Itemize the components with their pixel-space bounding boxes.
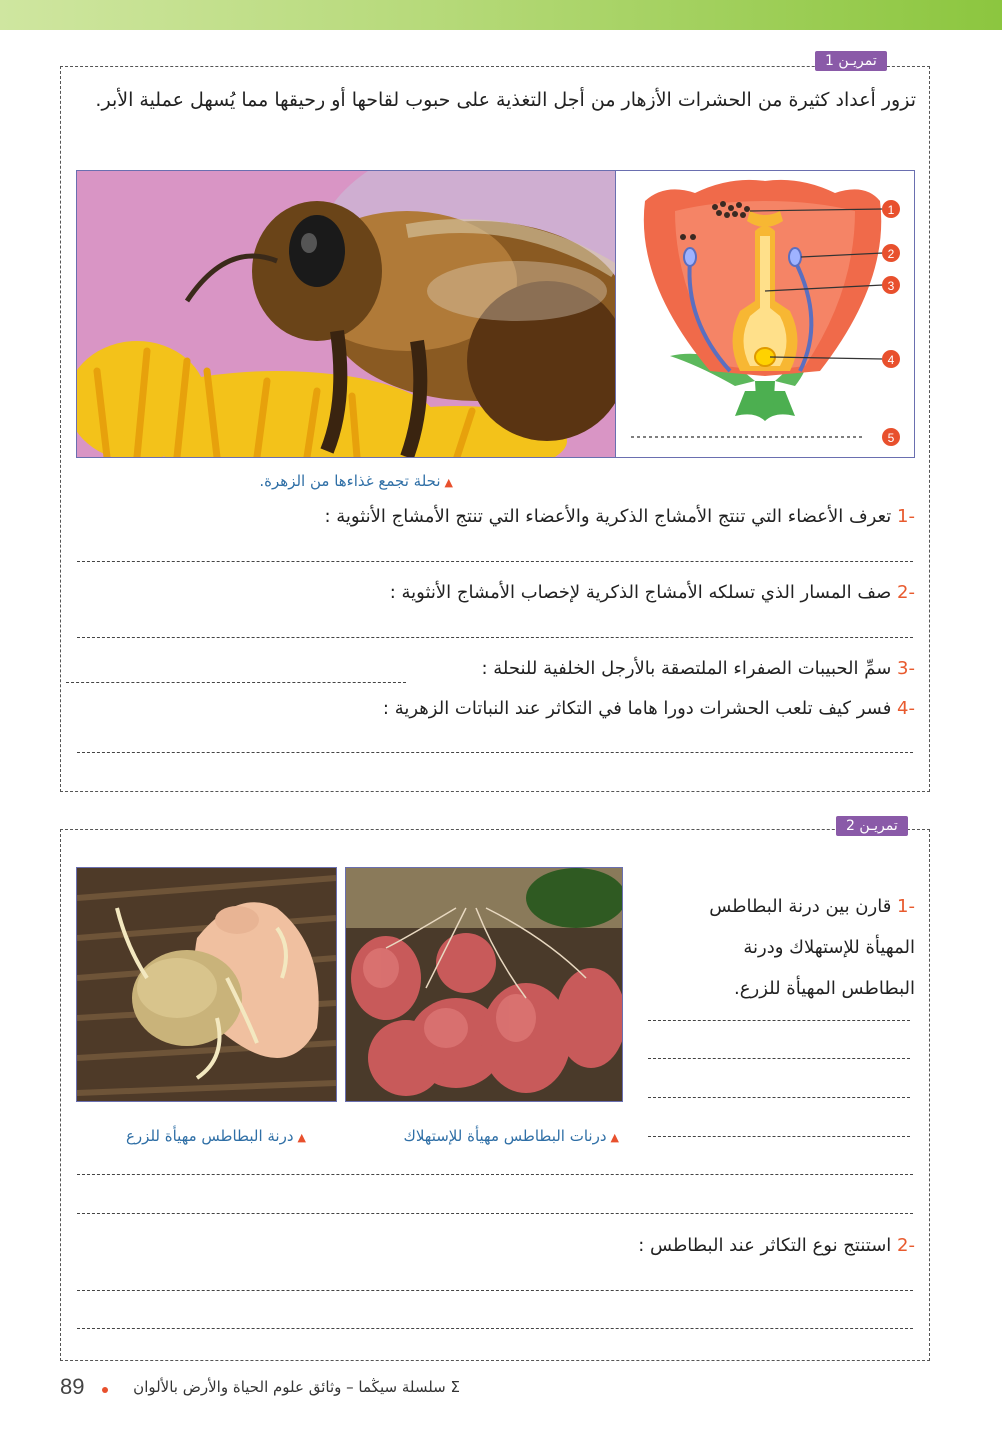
svg-text:1: 1 <box>887 203 895 217</box>
ex2-question-1-line-1 <box>640 886 915 927</box>
consumption-caption-text: درنات البطاطس مهيأة للإستهلاك <box>403 1127 607 1145</box>
diagram-number-5 <box>882 428 900 446</box>
top-color-bar <box>0 0 1002 30</box>
bee-photo <box>76 170 616 458</box>
question-3-number: -3 <box>897 658 915 679</box>
question-4-number: -4 <box>897 698 915 719</box>
question-1 <box>200 506 915 527</box>
footer-series-title: Σ سلسلة سيڭما – وثائق علوم الحياة والأرض بالألوان <box>133 1378 460 1396</box>
ex2-q1-text-1: قارن بين درنة البطاطس <box>709 896 892 917</box>
exercise-1-intro: تزور أعداد كثيرة من الحشرات الأزهار من أجل التغذية على حبوب لقاحها أو رحيقها مما يُسهل عملية الأبر. <box>95 89 916 111</box>
svg-text:5: 5 <box>887 431 895 445</box>
consumption-potatoes-drawing <box>346 868 622 1101</box>
svg-text:3: 3 <box>887 279 895 293</box>
consumption-potatoes-photo <box>345 867 623 1102</box>
answer-line[interactable] <box>77 1174 913 1175</box>
ex2-question-2 <box>400 1235 915 1256</box>
question-2-number: -2 <box>897 582 915 603</box>
diagram-number-1 <box>882 200 900 218</box>
question-1-text: تعرف الأعضاء التي تنتج الأمشاج الذكرية والأعضاء التي تنتج الأمشاج الأنثوية : <box>324 506 892 527</box>
svg-text:2: 2 <box>887 247 895 261</box>
page-number: 89 <box>60 1374 85 1399</box>
ex2-question-1-line-3: البطاطس المهيأة للزرع. <box>734 978 915 999</box>
question-2-text: صف المسار الذي تسلكه الأمشاج الذكرية لإخصاب الأمشاج الأنثوية : <box>389 582 892 603</box>
caption-triangle-icon: ▲ <box>444 476 453 489</box>
answer-line[interactable] <box>77 752 913 753</box>
answer-line[interactable] <box>77 637 913 638</box>
diagram-number-4 <box>882 350 900 368</box>
caption-triangle-icon: ▲ <box>610 1131 619 1144</box>
consumption-caption <box>340 1127 619 1145</box>
answer-line[interactable] <box>648 1020 910 1021</box>
answer-line[interactable] <box>77 1290 913 1291</box>
flower-diagram-drawing <box>615 171 914 457</box>
planting-potato-drawing <box>77 868 336 1101</box>
question-2 <box>200 582 915 603</box>
answer-line[interactable] <box>77 1213 913 1214</box>
question-3-text: سمِّ الحبيبات الصفراء الملتصقة بالأرجل الخلفية للنحلة : <box>481 658 892 679</box>
answer-line[interactable] <box>77 561 913 562</box>
question-4 <box>200 698 915 719</box>
answer-line[interactable] <box>66 682 406 683</box>
ex2-question-2-number: -2 <box>897 1235 915 1256</box>
caption-triangle-icon: ▲ <box>297 1131 306 1144</box>
answer-line[interactable] <box>648 1058 910 1059</box>
bee-photo-caption <box>200 472 453 490</box>
question-4-text: فسر كيف تلعب الحشرات دورا هاما في التكاثر عند النباتات الزهرية : <box>382 698 892 719</box>
flower-diagram <box>614 170 915 458</box>
planting-potato-photo <box>76 867 337 1102</box>
bee-caption-text: نحلة تجمع غذاءها من الزهرة. <box>259 472 441 490</box>
exercise-2-tag: تمريـن 2 <box>836 816 908 836</box>
ex2-question-1-line-2: المهيأة للإستهلاك ودرنة <box>743 937 915 958</box>
ex2-question-1-number: -1 <box>897 896 915 917</box>
bee-photo-drawing <box>77 171 615 457</box>
planting-caption-text: درنة البطاطس مهيأة للزرع <box>125 1127 294 1145</box>
svg-text:4: 4 <box>887 353 895 367</box>
answer-line[interactable] <box>648 1136 910 1137</box>
ex2-question-1 <box>640 886 915 1009</box>
question-3 <box>200 658 915 679</box>
ex2-question-2-text: استنتج نوع التكاثر عند البطاطس : <box>638 1235 892 1256</box>
exercise-1-tag: تمريـن 1 <box>815 51 887 71</box>
diagram-number-3 <box>882 276 900 294</box>
diagram-number-2 <box>882 244 900 262</box>
answer-line[interactable] <box>648 1097 910 1098</box>
footer-bullet <box>102 1387 108 1393</box>
planting-caption <box>80 1127 306 1145</box>
question-1-number: -1 <box>897 506 915 527</box>
answer-line[interactable] <box>77 1328 913 1329</box>
